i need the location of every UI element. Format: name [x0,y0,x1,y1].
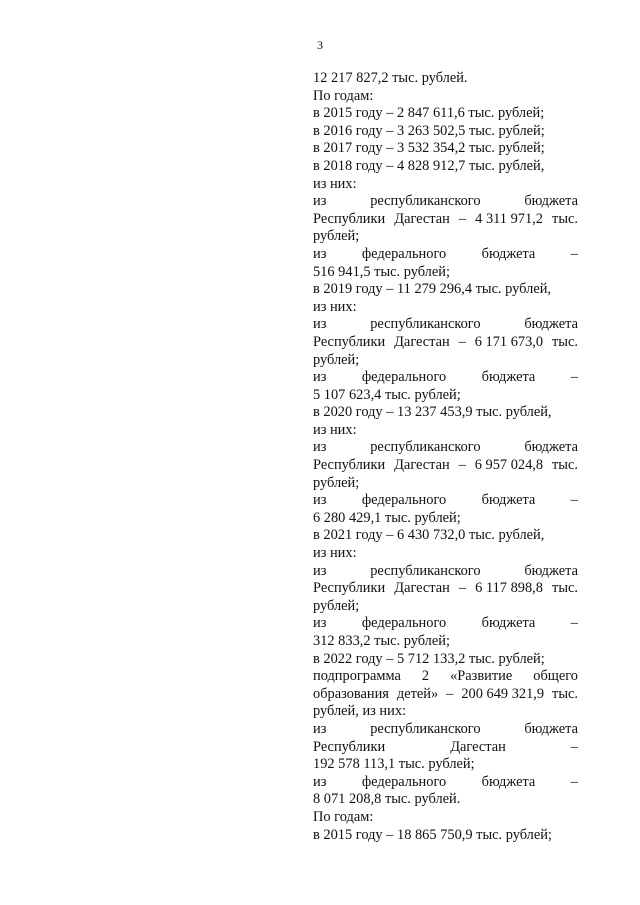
text-word: тыс. [552,333,578,350]
text-word: Дагестан [394,580,450,597]
text-line: По годам: [313,87,374,104]
text-line [313,193,578,211]
text-word: «Развитие [450,668,513,685]
text-line: 192 578 113,1 тыс. рублей; [313,756,475,773]
text-word: из [313,615,327,632]
text-word: республиканского [370,316,481,333]
text-word: из [313,720,327,737]
text-line [313,457,578,475]
text-word: – [458,210,467,227]
text-line: в 2019 году – 11 279 296,4 тыс. рублей, [313,281,551,298]
text-word: бюджета [481,615,536,632]
text-word: тыс. [552,210,578,227]
text-word: 6 171 673,0 [474,333,544,350]
text-word: – [446,685,454,702]
text-word: Дагестан [394,210,450,227]
text-word: Республики [313,738,386,755]
text-line: рублей; [313,228,360,245]
text-line [313,316,578,334]
text-word: общего [533,668,578,685]
text-word: федерального [361,245,447,262]
text-word: федерального [361,615,447,632]
text-word: Республики [313,333,386,350]
text-word: 200 649 321,9 [461,685,545,702]
text-word: республиканского [370,439,481,456]
text-line: в 2015 году – 18 865 750,9 тыс. рублей; [313,826,552,843]
text-word: Дагестан [394,333,450,350]
text-word: бюджета [481,369,536,386]
text-line: в 2018 году – 4 828 912,7 тыс. рублей, [313,157,545,174]
text-word: бюджета [481,773,536,790]
text-word: бюджета [524,193,578,210]
text-word: – [570,492,578,509]
text-line: рублей; [313,474,360,491]
text-word: из [313,439,327,456]
text-word: из [313,369,327,386]
text-word: 6 957 024,8 [474,457,544,474]
text-line: 312 833,2 тыс. рублей; [313,633,450,649]
text-word: федерального [361,773,447,790]
text-word: Дагестан [450,738,506,755]
text-line: в 2017 году – 3 532 354,2 тыс. рублей; [313,140,545,157]
page-number: 3 [317,38,323,52]
text-word: федерального [361,492,447,509]
text-line: рублей; [313,351,360,368]
text-word: 4 311 971,2 [475,210,543,227]
document-body [313,70,578,844]
text-line [313,246,578,264]
text-word: из [313,193,327,210]
text-word: бюджета [481,245,536,262]
text-word: из [313,316,327,333]
text-line [313,668,578,686]
text-word: Республики [313,210,386,227]
text-word: бюджета [524,439,578,456]
text-word: Республики [313,457,386,474]
text-line [313,739,578,757]
text-word: из [313,245,327,262]
text-line [313,774,578,792]
text-line: 12 217 827,2 тыс. рублей. [313,70,468,86]
text-word: тыс. [552,685,578,702]
text-line [313,492,578,510]
text-word: – [458,333,466,350]
text-word: – [458,580,467,597]
text-word: из [313,562,327,579]
text-line: 516 941,5 тыс. рублей; [313,263,450,280]
text-line: из них: [313,545,357,562]
text-line [313,563,578,581]
text-word: Республики [313,580,386,597]
text-line: 5 107 623,4 тыс. рублей; [313,386,461,403]
text-line: в 2021 году – 6 430 732,0 тыс. рублей, [313,527,545,544]
text-line [313,439,578,457]
text-line: в 2016 году – 3 263 502,5 тыс. рублей; [313,122,545,139]
text-line: рублей, из них: [313,703,407,720]
text-word: из [313,773,327,790]
text-word: – [570,773,578,790]
text-line: в 2022 году – 5 712 133,2 тыс. рублей; [313,650,545,667]
text-line [313,369,578,387]
text-word: – [570,369,578,386]
text-word: республиканского [370,193,481,210]
text-line: рублей; [313,597,360,614]
text-word: бюджета [481,492,536,509]
text-line: По годам: [313,808,374,825]
text-word: республиканского [370,562,481,579]
text-word: подпрограмма [313,668,401,685]
text-word: – [458,457,466,474]
text-line: в 2020 году – 13 237 453,9 тыс. рублей, [313,404,552,421]
text-word: бюджета [524,720,578,737]
text-word: детей» [396,685,439,702]
text-word: – [570,245,578,262]
text-word: образования [313,685,389,702]
text-word: федерального [361,369,447,386]
text-line: из них: [313,421,357,438]
text-word: из [313,492,327,509]
text-line [313,615,578,633]
text-word: бюджета [524,316,578,333]
text-word: бюджета [524,562,578,579]
text-word: – [570,738,578,755]
text-word: 2 [421,668,430,685]
text-word: – [570,615,578,632]
text-line: из них: [313,175,357,192]
text-line [313,334,578,352]
text-line [313,580,578,598]
text-word: тыс. [552,580,578,597]
text-line: из них: [313,298,357,315]
text-line: в 2015 году – 2 847 611,6 тыс. рублей; [313,105,545,122]
text-word: тыс. [552,457,578,474]
text-line [313,211,578,229]
text-line [313,686,578,704]
text-line [313,721,578,739]
text-line: 6 280 429,1 тыс. рублей; [313,509,461,526]
text-word: Дагестан [394,457,450,474]
text-word: 6 117 898,8 [475,580,543,597]
text-line: 8 071 208,8 тыс. рублей. [313,791,461,808]
text-word: республиканского [370,720,481,737]
